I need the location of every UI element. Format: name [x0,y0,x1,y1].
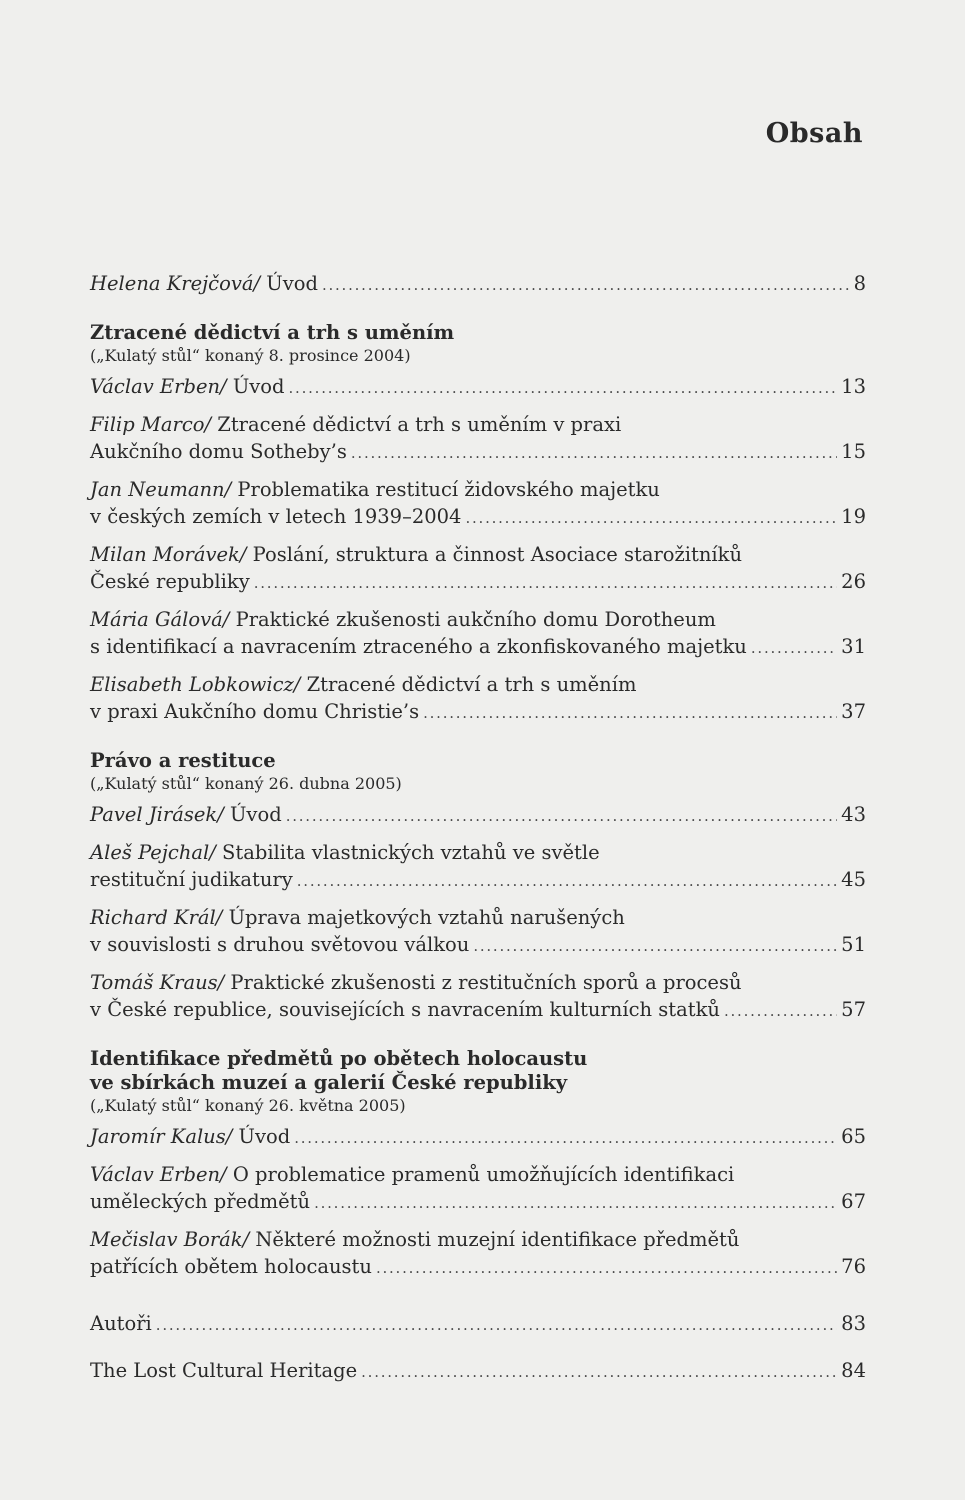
dot-leader [254,570,837,597]
toc-line [90,1310,866,1339]
entry-author: Václav Erben/ [90,1163,227,1186]
entry-title: Poslání, struktura a činnost Asociace starožitníků [252,543,743,566]
table-of-contents [90,270,866,1395]
entry-title: Úvod [232,375,285,398]
toc-entry[interactable] [90,1226,866,1282]
toc-line [90,1161,866,1188]
toc-text [90,1188,310,1215]
toc-text [90,438,347,465]
page-number: 67 [841,1190,866,1213]
toc-line [90,411,866,438]
toc-text [90,931,469,958]
dot-leader [322,272,850,299]
toc-line [90,270,866,299]
entry-author: Mária Gálová/ [90,608,230,631]
entry-author: Richard Král/ [90,906,223,929]
entry-author: Elisabeth Lobkowicz/ [90,673,301,696]
page-number: 43 [841,803,866,826]
toc-section [90,321,866,727]
dot-leader [289,375,838,402]
toc-line [90,606,866,633]
toc-text [90,1253,372,1280]
entry-author: Pavel Jirásek/ [90,803,224,826]
page-number: 15 [841,440,866,463]
entry-title: Úprava majetkových vztahů narušených [228,906,625,929]
toc-entry[interactable] [90,1161,866,1217]
dot-leader [751,635,837,662]
toc-text [90,866,293,893]
toc-text [90,1357,357,1384]
page-number: 51 [841,933,866,956]
dot-leader [473,933,837,960]
entry-title: v českých zemích v letech 1939–2004 [90,505,462,528]
section-subtitle: („Kulatý stůl“ konaný 8. prosince 2004) [90,346,411,365]
dot-leader [376,1255,837,1282]
toc-line [90,1226,866,1253]
entry-title: Ztracené dědictví a trh s uměním v praxi [217,413,622,436]
toc-entry[interactable] [90,839,866,895]
entry-title: Problematika restitucí židovského majetku [237,478,660,501]
page-number: 57 [841,998,866,1021]
entry-title: Některé možnosti muzejní identifikace předmětů [255,1228,740,1251]
toc-line [90,568,866,597]
entry-title: uměleckých předmětů [90,1190,311,1213]
toc-entry[interactable] [90,1123,866,1152]
page-number: 76 [841,1255,866,1278]
entry-title: v souvislosti s druhou světovou válkou [90,933,470,956]
toc-line [90,969,866,996]
toc-line [90,996,866,1025]
toc-line [90,476,866,503]
toc-line [90,1123,866,1152]
entry-title: Ztracené dědictví a trh s uměním [306,673,637,696]
toc-section [90,1047,866,1282]
entry-title: Praktické zkušenosti z restitučních sporů a procesů [230,971,742,994]
toc-line [90,1188,866,1217]
toc-line [90,1357,866,1386]
toc-text [90,503,461,530]
section-title: Právo a restituce [90,749,276,772]
entry-title: O problematice pramenů umožňujících identifikaci [232,1163,735,1186]
toc-text [90,633,747,660]
toc-entry[interactable] [90,476,866,532]
section-subtitle: („Kulatý stůl“ konaný 26. dubna 2005) [90,774,402,793]
toc-entry[interactable] [90,904,866,960]
entry-title: v České republice, souvisejících s navracením kulturních statků [90,998,720,1021]
toc-text [90,996,720,1023]
entry-title: Aukčního domu Sotheby’s [90,440,347,463]
entry-title: s identifikací a navracením ztraceného a zkonfiskovaného majetku [90,635,747,658]
entry-author: Aleš Pejchal/ [90,841,216,864]
dot-leader [314,1190,837,1217]
toc-line [90,931,866,960]
toc-text [90,801,282,828]
section-subtitle: („Kulatý stůl“ konaný 26. května 2005) [90,1096,406,1115]
toc-line [90,904,866,931]
toc-text [90,568,250,595]
entry-author: Milan Morávek/ [90,543,247,566]
entry-title: České republiky [90,570,250,593]
page-number: 8 [853,272,866,295]
toc-section [90,749,866,1025]
toc-entry-authors[interactable] [90,1310,866,1339]
toc-line [90,1253,866,1282]
entry-title: Úvod [230,803,282,826]
toc-entry[interactable] [90,969,866,1025]
entry-title: Praktické zkušenosti aukčního domu Dorotheum [235,608,716,631]
dot-leader [351,440,837,467]
entry-author: Tomáš Kraus/ [90,971,225,994]
dot-leader [297,868,837,895]
section-title: Ztracené dědictví a trh s uměním [90,321,455,344]
toc-line [90,839,866,866]
page-number: 45 [841,868,866,891]
toc-line [90,698,866,727]
page-number: 84 [841,1359,866,1382]
entry-author: Václav Erben/ [90,375,227,398]
dot-leader [156,1312,837,1339]
section-title: ve sbírkách muzeí a galerií České republiky [90,1071,568,1094]
toc-entry[interactable] [90,606,866,662]
entry-author: Filip Marco/ [90,413,212,436]
toc-line [90,866,866,895]
toc-entry[interactable] [90,541,866,597]
toc-line [90,541,866,568]
toc-entry[interactable] [90,411,866,467]
toc-text [90,270,318,297]
toc-line [90,633,866,662]
page-number: 83 [841,1312,866,1335]
entry-author: Jan Neumann/ [90,478,232,501]
dot-leader [465,505,837,532]
toc-entry-intro[interactable] [90,270,866,299]
page-number: 19 [841,505,866,528]
dot-leader [361,1359,837,1386]
entry-author: Helena Krejčová/ [90,272,261,295]
toc-line [90,801,866,830]
entry-title: Úvod [266,272,318,295]
toc-line [90,503,866,532]
toc-line [90,438,866,467]
page-number: 37 [841,700,866,723]
toc-text [90,373,285,400]
toc-line [90,671,866,698]
dot-leader [294,1125,837,1152]
toc-entry[interactable] [90,801,866,830]
entry-title: Úvod [238,1125,291,1148]
toc-text [90,1310,152,1337]
toc-sections [90,321,866,1282]
page-number: 13 [841,375,866,398]
page-number: 31 [841,635,866,658]
page-title: Obsah [765,118,863,149]
entry-title: v praxi Aukčního domu Christie’s [90,700,420,723]
toc-text [90,698,419,725]
section-title: Identifikace předmětů po obětech holocaustu [90,1047,588,1070]
toc-text [90,1123,290,1150]
toc-line [90,373,866,402]
entry-title: Autoři [90,1312,152,1335]
entry-author: Jaromír Kalus/ [90,1125,233,1148]
toc-tail [90,1310,866,1386]
toc-entry[interactable] [90,373,866,402]
entry-title: restituční judikatury [90,868,293,891]
toc-entry[interactable] [90,671,866,727]
entry-title: The Lost Cultural Heritage [90,1359,358,1382]
entry-title: Stabilita vlastnických vztahů ve světle [222,841,600,864]
dot-leader [286,803,837,830]
entry-title: patřících obětem holocaustu [90,1255,372,1278]
dot-leader [423,700,837,727]
entry-author: Mečislav Borák/ [90,1228,250,1251]
toc-entry-english-summary[interactable] [90,1357,866,1386]
page-number: 65 [841,1125,866,1148]
dot-leader [724,998,837,1025]
page-number: 26 [841,570,866,593]
